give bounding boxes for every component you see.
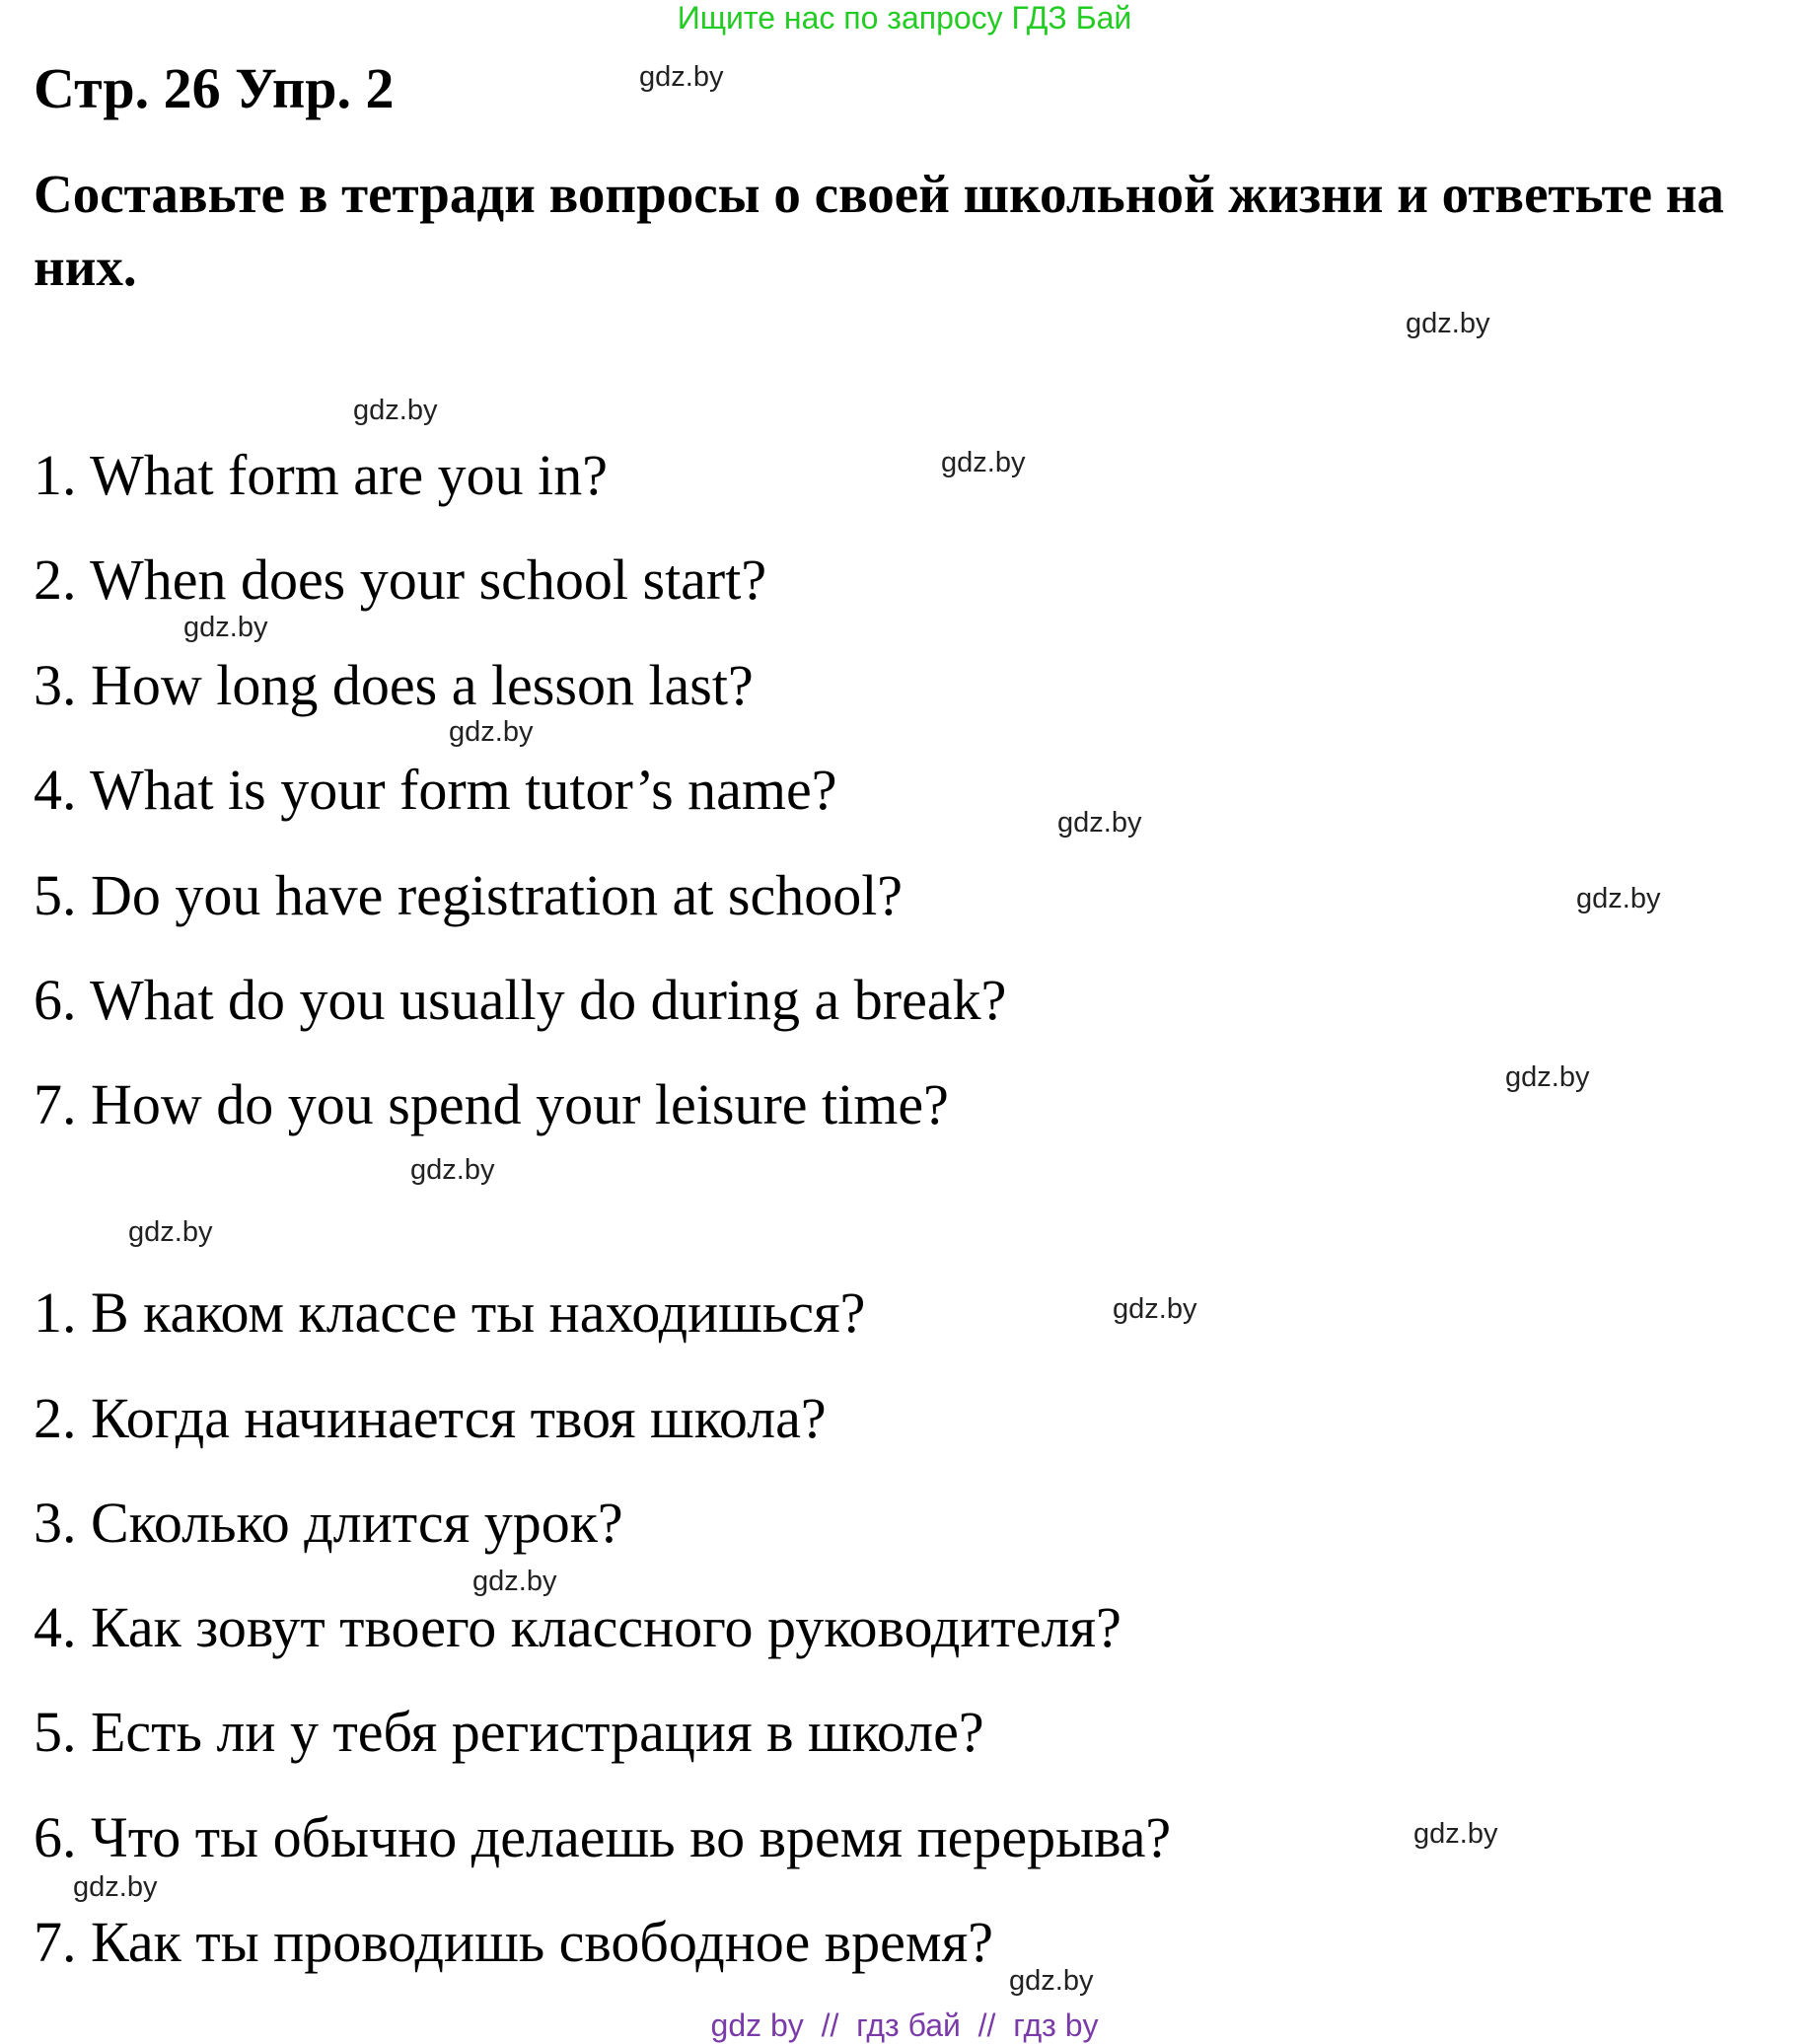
watermark: gdz.by (1406, 308, 1490, 339)
list-item: 2. When does your school start? (34, 548, 767, 612)
list-item: 6. What do you usually do during a break? (34, 968, 1007, 1032)
list-item: 4. Как зовут твоего классного руководителя? (34, 1595, 1122, 1659)
watermark: gdz.by (941, 447, 1026, 478)
watermark: gdz.by (1576, 883, 1661, 914)
watermark: gdz.by (410, 1154, 495, 1186)
list-item: 6. Что ты обычно делаешь во время перерыва? (34, 1805, 1172, 1869)
list-item: 5. Do you have registration at school? (34, 863, 904, 927)
watermark: gdz.by (353, 395, 438, 426)
watermark: gdz.by (1505, 1061, 1590, 1093)
list-item: 3. How long does a lesson last? (34, 653, 754, 717)
watermark: gdz.by (183, 612, 268, 643)
list-item: 5. Есть ли у тебя регистрация в школе? (34, 1700, 984, 1764)
watermark: gdz.by (472, 1566, 557, 1597)
task-text: Составьте в тетради вопросы о своей школьной жизни и ответьте на них. (34, 164, 1724, 297)
list-item: 3. Сколько длится урок? (34, 1491, 623, 1555)
list-item: 7. How do you spend your leisure time? (34, 1072, 949, 1136)
watermark: gdz.by (1113, 1293, 1197, 1325)
watermark: gdz.by (73, 1871, 158, 1903)
page-title: Стр. 26 Упр. 2 (34, 56, 395, 120)
list-item: 1. В каком классе ты находишься? (34, 1280, 866, 1345)
watermark: gdz.by (1009, 1965, 1094, 1997)
list-item: 7. Как ты проводишь свободное время? (34, 1910, 994, 1974)
search-banner[interactable]: Ищите нас по запросу ГДЗ Бай (677, 0, 1132, 36)
list-item: 1. What form are you in? (34, 443, 608, 507)
watermark: gdz.by (639, 61, 724, 93)
footer-links[interactable]: gdz by // гдз бай // гдз by (710, 2008, 1099, 2043)
watermark: gdz.by (1057, 807, 1142, 839)
watermark: gdz.by (1413, 1818, 1498, 1850)
list-item: 2. Когда начинается твоя школа? (34, 1386, 827, 1450)
watermark: gdz.by (449, 716, 534, 748)
list-item: 4. What is your form tutor’s name? (34, 758, 837, 822)
watermark: gdz.by (128, 1216, 213, 1248)
